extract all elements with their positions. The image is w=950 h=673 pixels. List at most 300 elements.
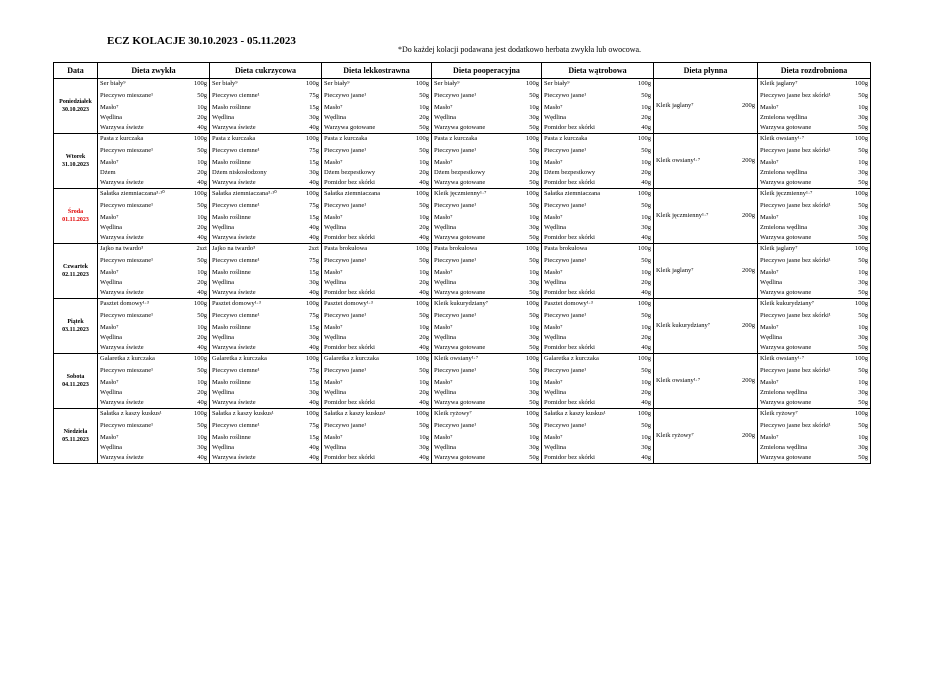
menu-item	[758, 419, 870, 433]
item-quantity: 10g	[529, 269, 539, 276]
menu-item	[758, 158, 870, 168]
day-date: 05.11.2023	[62, 437, 89, 443]
item-quantity: 100g	[638, 355, 651, 362]
item-name: Masło⁷	[100, 214, 119, 221]
menu-item	[542, 223, 653, 233]
item-name: Dżem bezpestkowy	[434, 169, 486, 176]
item-quantity: 40g	[641, 234, 651, 241]
item-name: Pomidor bez skórki	[544, 454, 595, 461]
diet-cell-zwykla	[98, 189, 210, 244]
item-quantity: 10g	[419, 434, 429, 441]
item-quantity: 200g	[742, 102, 755, 109]
menu-item	[98, 299, 209, 309]
item-quantity: 20g	[641, 169, 651, 176]
menu-item	[432, 354, 541, 364]
item-quantity: 50g	[858, 344, 868, 351]
menu-item	[432, 309, 541, 323]
item-name: Masło roślinne	[212, 214, 251, 221]
menu-item	[98, 388, 209, 398]
diet-cell-lekkostrawna	[322, 409, 432, 464]
item-quantity: 20g	[419, 334, 429, 341]
menu-item	[322, 409, 431, 419]
item-quantity: 10g	[197, 379, 207, 386]
item-name: Masło⁷	[100, 324, 119, 331]
menu-item	[322, 343, 431, 353]
menu-item	[432, 323, 541, 333]
day-name: Wtorek	[65, 154, 86, 160]
item-quantity: 15g	[309, 214, 319, 221]
item-name: Wędlina	[434, 279, 457, 286]
diet-cell-lekkostrawna	[322, 354, 432, 409]
item-quantity: 50g	[529, 367, 539, 374]
item-quantity: 30g	[529, 224, 539, 231]
diet-cell-zwykla	[98, 409, 210, 464]
item-name: Wędlina	[760, 334, 783, 341]
item-quantity: 200g	[742, 322, 755, 329]
day-cell	[54, 244, 98, 299]
item-quantity: 10g	[641, 214, 651, 221]
item-quantity: 40g	[419, 179, 429, 186]
item-quantity: 75g	[309, 92, 319, 99]
item-name: Pieczywo jasne¹	[434, 202, 477, 209]
item-name: Warzywa świeże	[100, 344, 144, 351]
item-quantity: 50g	[858, 124, 868, 131]
menu-item	[322, 309, 431, 323]
day-date: 01.11.2023	[62, 217, 89, 223]
item-name: Galaretka z kurczaka	[100, 355, 155, 362]
item-name: Warzywa gotowane	[434, 344, 486, 351]
diet-cell-plynna	[654, 134, 758, 189]
menu-item	[542, 333, 653, 343]
menu-item	[210, 453, 321, 463]
diet-cell-rozdrobniona	[758, 79, 871, 134]
item-name: Pasta z kurczaka	[544, 135, 588, 142]
item-name: Sałatka ziemniaczana	[324, 190, 381, 197]
menu-item	[98, 354, 209, 364]
item-name: Pasta brokułowa	[434, 245, 478, 252]
menu-item	[542, 433, 653, 443]
item-quantity: 50g	[641, 92, 651, 99]
item-name: Kleik jęczmienny¹·⁷	[656, 212, 709, 219]
item-quantity: 30g	[858, 334, 868, 341]
item-quantity: 10g	[641, 269, 651, 276]
menu-item	[98, 189, 209, 199]
diet-cell-cukrzycowa	[210, 134, 322, 189]
item-quantity: 50g	[529, 454, 539, 461]
diet-cell-plynna	[654, 299, 758, 354]
item-quantity: 50g	[529, 312, 539, 319]
item-quantity: 20g	[419, 224, 429, 231]
item-quantity: 100g	[638, 190, 651, 197]
item-name: Kleik kukurydziany⁷	[760, 300, 815, 307]
menu-item	[322, 113, 431, 123]
item-quantity: 100g	[306, 190, 319, 197]
item-quantity: 50g	[858, 147, 868, 154]
item-quantity: 30g	[529, 334, 539, 341]
diet-cell-plynna	[654, 189, 758, 244]
menu-item	[210, 278, 321, 288]
item-name: Masło⁷	[544, 379, 563, 386]
item-name: Ser biały⁹	[434, 80, 460, 87]
day-row	[54, 299, 871, 354]
menu-item	[322, 443, 431, 453]
item-name: Wędlina	[434, 114, 457, 121]
item-name: Kleik kukurydziany⁷	[656, 322, 711, 329]
menu-item	[758, 343, 870, 353]
item-name: Warzywa świeże	[100, 454, 144, 461]
item-quantity: 50g	[858, 289, 868, 296]
menu-item	[210, 343, 321, 353]
item-name: Masło roślinne	[212, 379, 251, 386]
item-name: Pieczywo jasne¹	[544, 202, 587, 209]
menu-item	[210, 168, 321, 178]
item-name: Pasztet domowy¹·³	[212, 300, 261, 307]
menu-item	[322, 189, 431, 199]
menu-item	[322, 223, 431, 233]
menu-item	[322, 453, 431, 463]
menu-item	[210, 409, 321, 419]
item-quantity: 10g	[858, 434, 868, 441]
item-quantity: 40g	[197, 399, 207, 406]
item-name: Masło⁷	[434, 214, 453, 221]
menu-item	[98, 158, 209, 168]
item-name: Warzywa gotowane	[760, 454, 812, 461]
item-quantity: 100g	[855, 410, 868, 417]
menu-item	[210, 433, 321, 443]
menu-item	[758, 103, 870, 113]
item-name: Pieczywo jasne bez skórki¹	[760, 202, 831, 209]
menu-item	[758, 189, 870, 199]
item-name: Pieczywo ciemne¹	[212, 312, 260, 319]
item-quantity: 40g	[309, 234, 319, 241]
menu-item	[210, 233, 321, 243]
item-quantity: 200g	[742, 267, 755, 274]
menu-item	[758, 199, 870, 213]
item-quantity: 50g	[858, 92, 868, 99]
item-name: Zmielona wędlina	[760, 169, 808, 176]
menu-item	[98, 309, 209, 323]
menu-item	[432, 213, 541, 223]
diet-cell-cukrzycowa	[210, 409, 322, 464]
item-quantity: 100g	[526, 135, 539, 142]
item-name: Pieczywo jasne bez skórki¹	[760, 367, 831, 374]
item-name: Warzywa gotowane	[760, 234, 812, 241]
item-quantity: 10g	[641, 104, 651, 111]
header-dieta-watrobowa: Dieta wątrobowa	[542, 63, 654, 79]
menu-item	[758, 409, 870, 419]
item-name: Masło⁷	[324, 214, 343, 221]
diet-cell-zwykla	[98, 134, 210, 189]
header-dieta-rozdrobniona: Dieta rozdrobniona	[758, 63, 871, 79]
diet-cell-cukrzycowa	[210, 189, 322, 244]
item-quantity: 40g	[419, 454, 429, 461]
diet-cell-pooperacyjna	[432, 354, 542, 409]
item-name: Sałatka z kaszy kuskus¹	[544, 410, 606, 417]
menu-item	[210, 419, 321, 433]
menu-item	[210, 144, 321, 158]
item-quantity: 50g	[858, 312, 868, 319]
item-quantity: 50g	[641, 257, 651, 264]
day-name: Niedziela	[63, 429, 88, 435]
diet-cell-cukrzycowa	[210, 244, 322, 299]
menu-item	[322, 213, 431, 223]
item-quantity: 50g	[419, 92, 429, 99]
item-name: Wędlina	[212, 224, 235, 231]
item-name: Pieczywo jasne¹	[324, 202, 367, 209]
item-quantity: 75g	[309, 422, 319, 429]
menu-item	[322, 79, 431, 89]
item-quantity: 100g	[416, 245, 429, 252]
item-quantity: 10g	[529, 159, 539, 166]
item-name: Masło⁷	[324, 434, 343, 441]
menu-item	[98, 443, 209, 453]
menu-item	[542, 158, 653, 168]
item-quantity: 50g	[529, 202, 539, 209]
menu-item	[432, 343, 541, 353]
item-name: Pasta brokułowa	[324, 245, 368, 252]
item-name: Wędlina	[324, 389, 347, 396]
item-name: Pieczywo jasne¹	[324, 367, 367, 374]
menu-item	[98, 254, 209, 268]
item-name: Dżem bezpestkowy	[324, 169, 376, 176]
menu-item	[758, 299, 870, 309]
item-name: Ser biały⁹	[324, 80, 350, 87]
menu-item	[432, 233, 541, 243]
day-date: 31.10.2023	[62, 162, 89, 168]
item-quantity: 100g	[194, 410, 207, 417]
item-name: Masło⁷	[544, 104, 563, 111]
item-name: Pomidor bez skórki	[324, 234, 375, 241]
item-quantity: 30g	[309, 279, 319, 286]
menu-item	[758, 443, 870, 453]
item-name: Masło⁷	[100, 104, 119, 111]
item-quantity: 40g	[309, 399, 319, 406]
menu-item	[432, 103, 541, 113]
item-name: Pieczywo jasne¹	[324, 92, 367, 99]
item-name: Pomidor bez skórki	[324, 289, 375, 296]
item-quantity: 30g	[858, 224, 868, 231]
item-quantity: 200g	[742, 157, 755, 164]
item-name: Wędlina	[544, 389, 567, 396]
item-name: Masło roślinne	[212, 159, 251, 166]
item-quantity: 75g	[309, 147, 319, 154]
item-quantity: 100g	[526, 355, 539, 362]
menu-item	[322, 158, 431, 168]
item-name: Zmielona wędlina	[760, 224, 808, 231]
diet-cell-watrobowa	[542, 409, 654, 464]
item-quantity: 75g	[309, 202, 319, 209]
menu-item	[210, 199, 321, 213]
item-name: Pieczywo mieszane¹	[100, 257, 154, 264]
menu-item	[432, 144, 541, 158]
menu-item	[210, 213, 321, 223]
menu-item	[210, 364, 321, 378]
day-date: 03.11.2023	[62, 327, 89, 333]
item-quantity: 10g	[197, 214, 207, 221]
item-quantity: 15g	[309, 379, 319, 386]
item-quantity: 10g	[858, 214, 868, 221]
header-dieta-plynna: Dieta płynna	[654, 63, 758, 79]
item-name: Sałatka ziemniaczana	[544, 190, 601, 197]
menu-item	[322, 123, 431, 133]
item-quantity: 10g	[419, 269, 429, 276]
item-name: Warzywa gotowane	[434, 399, 486, 406]
item-name: Pomidor bez skórki	[324, 454, 375, 461]
menu-item	[758, 134, 870, 144]
diet-cell-rozdrobniona	[758, 244, 871, 299]
item-quantity: 50g	[419, 202, 429, 209]
item-name: Ser biały⁹	[100, 80, 126, 87]
item-name: Galaretka z kurczaka	[212, 355, 267, 362]
item-name: Warzywa gotowane	[434, 124, 486, 131]
menu-item	[98, 223, 209, 233]
item-name: Kleik owsiany¹·⁷	[434, 355, 479, 362]
item-name: Masło⁷	[760, 159, 779, 166]
item-name: Zmielona wędlina	[760, 444, 808, 451]
menu-item	[210, 398, 321, 408]
item-name: Pomidor bez skórki	[544, 179, 595, 186]
menu-item	[654, 266, 757, 276]
diet-cell-zwykla	[98, 354, 210, 409]
menu-item	[210, 354, 321, 364]
menu-item	[322, 144, 431, 158]
menu-item	[98, 333, 209, 343]
menu-item	[542, 123, 653, 133]
item-name: Pieczywo mieszane¹	[100, 367, 154, 374]
menu-item	[542, 323, 653, 333]
item-name: Wędlina	[324, 224, 347, 231]
item-name: Pieczywo mieszane¹	[100, 312, 154, 319]
menu-item	[98, 453, 209, 463]
menu-item	[758, 144, 870, 158]
item-quantity: 100g	[855, 190, 868, 197]
menu-item	[758, 333, 870, 343]
diet-cell-watrobowa	[542, 354, 654, 409]
item-name: Pieczywo mieszane¹	[100, 422, 154, 429]
menu-item	[98, 343, 209, 353]
day-cell	[54, 79, 98, 134]
item-quantity: 30g	[309, 169, 319, 176]
item-name: Pieczywo jasne¹	[434, 422, 477, 429]
item-quantity: 100g	[855, 135, 868, 142]
menu-item	[432, 409, 541, 419]
item-name: Warzywa świeże	[100, 124, 144, 131]
item-name: Pieczywo jasne¹	[544, 312, 587, 319]
item-name: Wędlina	[100, 444, 123, 451]
item-quantity: 10g	[858, 324, 868, 331]
day-row	[54, 409, 871, 464]
menu-item	[210, 89, 321, 103]
item-name: Masło⁷	[760, 214, 779, 221]
item-quantity: 40g	[309, 444, 319, 451]
item-name: Warzywa świeże	[212, 454, 256, 461]
diet-cell-plynna	[654, 79, 758, 134]
item-quantity: 40g	[641, 344, 651, 351]
item-quantity: 100g	[855, 355, 868, 362]
menu-item	[432, 388, 541, 398]
menu-item	[98, 268, 209, 278]
menu-item	[758, 113, 870, 123]
item-name: Pieczywo jasne bez skórki¹	[760, 147, 831, 154]
item-name: Wędlina	[324, 334, 347, 341]
item-name: Pasta brokułowa	[544, 245, 588, 252]
item-quantity: 100g	[638, 300, 651, 307]
menu-item	[210, 189, 321, 199]
item-quantity: 100g	[306, 410, 319, 417]
item-quantity: 50g	[858, 399, 868, 406]
item-name: Masło roślinne	[212, 269, 251, 276]
item-name: Pieczywo jasne¹	[324, 147, 367, 154]
menu-item	[654, 321, 757, 331]
item-name: Pasta z kurczaka	[100, 135, 144, 142]
item-name: Wędlina	[212, 444, 235, 451]
menu-item	[210, 333, 321, 343]
item-name: Wędlina	[434, 389, 457, 396]
item-quantity: 100g	[194, 135, 207, 142]
item-quantity: 20g	[419, 169, 429, 176]
item-quantity: 10g	[197, 324, 207, 331]
item-quantity: 200g	[742, 377, 755, 384]
item-quantity: 50g	[529, 422, 539, 429]
diet-cell-rozdrobniona	[758, 189, 871, 244]
item-name: Pieczywo ciemne¹	[212, 147, 260, 154]
item-name: Masło⁷	[100, 269, 119, 276]
item-name: Masło⁷	[324, 159, 343, 166]
menu-item	[322, 288, 431, 298]
item-name: Pomidor bez skórki	[324, 399, 375, 406]
menu-item	[322, 388, 431, 398]
item-name: Pieczywo jasne¹	[324, 312, 367, 319]
menu-item	[654, 156, 757, 166]
menu-item	[758, 178, 870, 188]
diet-cell-lekkostrawna	[322, 299, 432, 354]
item-name: Ser biały⁹	[212, 80, 238, 87]
item-quantity: 40g	[641, 289, 651, 296]
diet-cell-plynna	[654, 354, 758, 409]
item-name: Wędlina	[100, 224, 123, 231]
item-name: Pomidor bez skórki	[544, 399, 595, 406]
day-date: 02.11.2023	[62, 272, 89, 278]
menu-item	[210, 123, 321, 133]
item-quantity: 30g	[309, 389, 319, 396]
diet-cell-lekkostrawna	[322, 79, 432, 134]
item-quantity: 10g	[529, 434, 539, 441]
item-name: Sałatka ziemniaczana³·¹⁰	[212, 190, 277, 197]
item-quantity: 100g	[306, 135, 319, 142]
menu-item	[654, 101, 757, 111]
item-quantity: 20g	[197, 334, 207, 341]
item-quantity: 15g	[309, 159, 319, 166]
diet-cell-watrobowa	[542, 134, 654, 189]
item-quantity: 50g	[419, 312, 429, 319]
menu-item	[432, 254, 541, 268]
item-quantity: 75g	[309, 367, 319, 374]
item-name: Galaretka z kurczaka	[324, 355, 379, 362]
menu-item	[542, 103, 653, 113]
diet-cell-pooperacyjna	[432, 189, 542, 244]
item-name: Kleik owsiany¹·⁷	[656, 157, 701, 164]
item-name: Pasta z kurczaka	[212, 135, 256, 142]
item-quantity: 30g	[419, 444, 429, 451]
menu-item	[322, 419, 431, 433]
item-quantity: 50g	[858, 454, 868, 461]
menu-item	[432, 333, 541, 343]
item-name: Kleik jaglany⁷	[656, 267, 694, 274]
item-name: Warzywa świeże	[100, 234, 144, 241]
item-name: Jajko na twardo³	[100, 245, 144, 252]
menu-item	[98, 113, 209, 123]
item-quantity: 50g	[641, 367, 651, 374]
